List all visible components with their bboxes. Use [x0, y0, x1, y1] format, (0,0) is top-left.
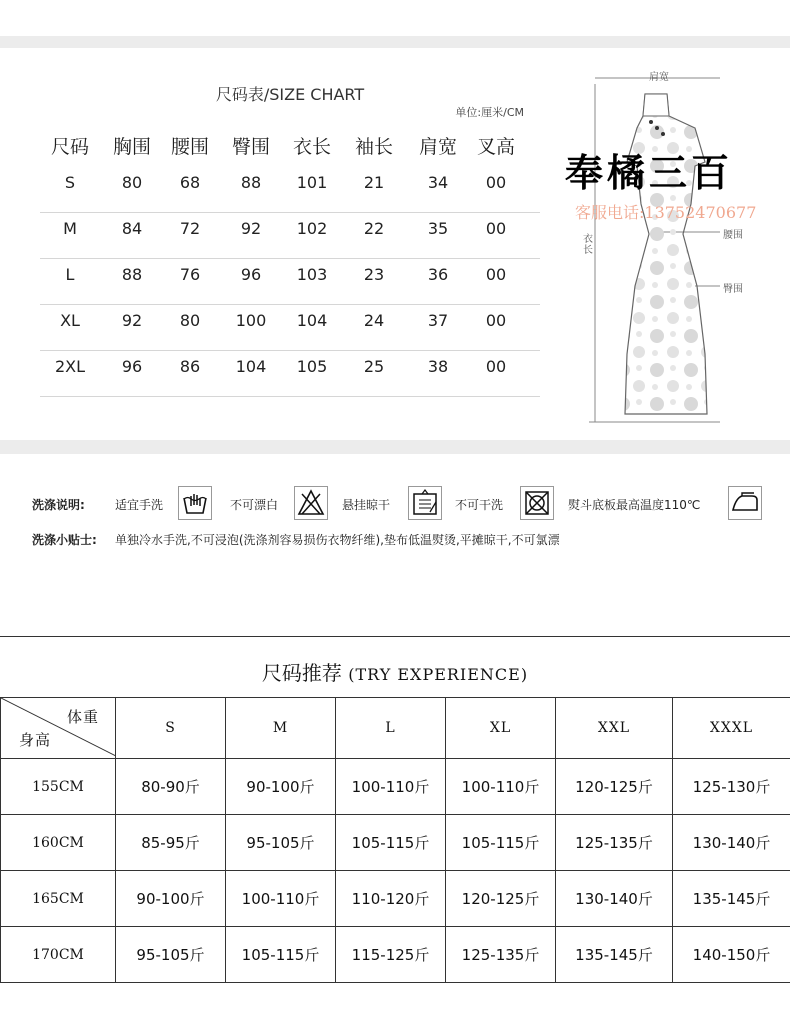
care-label-no-dry-clean: 不可干洗 [455, 496, 503, 513]
recommend-weight-cell: 100-110斤 [336, 759, 446, 815]
size-chart-cell: 2XL [40, 350, 100, 384]
recommend-weight-cell: 125-135斤 [446, 927, 556, 983]
size-chart-cell: XL [40, 304, 100, 338]
size-chart-cell: S [40, 166, 100, 200]
recommend-title-cn: 尺码推荐 [262, 661, 342, 685]
recommend-weight-cell: 135-145斤 [673, 871, 790, 927]
size-chart-row [40, 304, 540, 351]
care-tips-text: 单独冷水手洗,不可浸泡(洗涤剂容易损伤衣物纤维),垫布低温熨烫,平摊晾干,不可氯漂 [115, 531, 560, 548]
top-divider-band [0, 36, 790, 48]
size-chart-panel [40, 54, 540, 434]
size-col-l: L [336, 698, 446, 759]
size-chart-cell: 00 [466, 166, 526, 200]
recommend-weight-cell: 105-115斤 [226, 927, 336, 983]
size-chart-cell: 23 [344, 258, 404, 292]
recommend-row [1, 815, 790, 871]
label-shoulder: 肩宽 [649, 68, 669, 83]
dress-illustration-panel [545, 54, 790, 434]
recommend-weight-cell: 105-115斤 [446, 815, 556, 871]
recommend-height-cell: 165CM [1, 871, 116, 927]
size-chart-cell: 00 [466, 258, 526, 292]
recommend-weight-cell: 100-110斤 [446, 759, 556, 815]
size-chart-cell: 00 [466, 304, 526, 338]
size-chart-cell: 96 [221, 258, 281, 292]
size-chart-cell: 37 [408, 304, 468, 338]
care-label-iron: 熨斗底板最高温度110℃ [568, 496, 700, 513]
recommend-table [0, 697, 790, 983]
size-chart-cell: 100 [221, 304, 281, 338]
recommend-weight-cell: 90-100斤 [116, 871, 226, 927]
care-title: 洗涤说明: [32, 496, 85, 513]
corner-weight-label: 体重 [67, 706, 99, 727]
header-slit: 叉高 [466, 132, 526, 162]
size-chart-cell: 38 [408, 350, 468, 384]
header-waist: 腰围 [160, 132, 220, 162]
recommend-weight-cell: 80-90斤 [116, 759, 226, 815]
size-chart-cell: 104 [221, 350, 281, 384]
recommend-weight-cell: 125-130斤 [673, 759, 790, 815]
size-chart-cell: 92 [102, 304, 162, 338]
size-chart-cell: 92 [221, 212, 281, 246]
label-length: 衣长 [583, 234, 597, 256]
size-chart-cell: 86 [160, 350, 220, 384]
care-label-no-bleach: 不可漂白 [230, 496, 278, 513]
size-recommendation [0, 636, 790, 1025]
recommend-row [1, 871, 790, 927]
hang-dry-icon [408, 486, 442, 520]
recommend-weight-cell: 120-125斤 [556, 759, 673, 815]
recommend-weight-cell: 115-125斤 [336, 927, 446, 983]
size-chart-cell: 102 [282, 212, 342, 246]
recommend-weight-cell: 85-95斤 [116, 815, 226, 871]
recommend-row [1, 759, 790, 815]
size-chart-cell: 35 [408, 212, 468, 246]
size-chart-row [40, 258, 540, 305]
size-col-xl: XL [446, 698, 556, 759]
service-phone-watermark: 客服电话:13752470677 [575, 200, 756, 223]
size-chart-cell: 88 [102, 258, 162, 292]
recommend-height-cell: 170CM [1, 927, 116, 983]
care-instructions [0, 458, 790, 628]
size-col-m: M [226, 698, 336, 759]
size-chart-cell: 101 [282, 166, 342, 200]
recommend-title-en: (TRY EXPERIENCE) [348, 665, 528, 684]
recommend-weight-cell: 130-140斤 [673, 815, 790, 871]
size-chart-cell: 72 [160, 212, 220, 246]
recommend-weight-cell: 100-110斤 [226, 871, 336, 927]
size-chart-cell: 00 [466, 212, 526, 246]
size-chart-cell: 34 [408, 166, 468, 200]
size-chart-title: 尺码表/SIZE CHART [40, 82, 540, 105]
recommend-height-cell: 155CM [1, 759, 116, 815]
hand-wash-icon [178, 486, 212, 520]
label-hip: 臀围 [723, 280, 743, 295]
size-chart-cell: M [40, 212, 100, 246]
no-dry-clean-icon [520, 486, 554, 520]
qipao-diagram [545, 54, 790, 434]
size-col-s: S [116, 698, 226, 759]
size-chart-row [40, 212, 540, 259]
recommend-title [0, 657, 790, 686]
size-chart-cell: 25 [344, 350, 404, 384]
size-chart-row [40, 166, 540, 213]
recommend-weight-cell: 135-145斤 [556, 927, 673, 983]
header-bust: 胸围 [102, 132, 162, 162]
recommend-weight-cell: 105-115斤 [336, 815, 446, 871]
size-chart-cell: 76 [160, 258, 220, 292]
recommend-header-row [1, 698, 790, 759]
size-chart-cell: L [40, 258, 100, 292]
size-chart-header [40, 132, 540, 162]
header-size: 尺码 [40, 132, 100, 162]
recommend-weight-cell: 140-150斤 [673, 927, 790, 983]
size-chart-cell: 80 [102, 166, 162, 200]
size-chart-unit: 单位:厘米/CM [455, 104, 524, 120]
size-col-xxl: XXL [556, 698, 673, 759]
size-chart-cell: 103 [282, 258, 342, 292]
recommend-weight-cell: 95-105斤 [116, 927, 226, 983]
recommend-weight-cell: 125-135斤 [556, 815, 673, 871]
size-chart-row [40, 350, 540, 397]
size-chart-cell: 24 [344, 304, 404, 338]
size-col-xxxl: XXXL [673, 698, 790, 759]
recommend-weight-cell: 110-120斤 [336, 871, 446, 927]
recommend-weight-cell: 120-125斤 [446, 871, 556, 927]
size-chart-cell: 22 [344, 212, 404, 246]
header-sleeve: 袖长 [344, 132, 404, 162]
care-label-hand-wash: 适宜手洗 [115, 496, 163, 513]
size-chart-cell: 88 [221, 166, 281, 200]
brand-watermark: 奉橘三百 [565, 142, 733, 197]
corner-height-label: 身高 [19, 729, 51, 750]
corner-cell [1, 698, 116, 759]
size-chart-cell: 00 [466, 350, 526, 384]
recommend-weight-cell: 90-100斤 [226, 759, 336, 815]
header-shoulder: 肩宽 [408, 132, 468, 162]
recommend-height-cell: 160CM [1, 815, 116, 871]
recommend-weight-cell: 130-140斤 [556, 871, 673, 927]
iron-icon [728, 486, 762, 520]
care-tips-title: 洗涤小贴士: [32, 531, 97, 548]
recommend-weight-cell: 95-105斤 [226, 815, 336, 871]
size-chart-cell: 84 [102, 212, 162, 246]
recommend-row [1, 927, 790, 983]
size-chart-cell: 68 [160, 166, 220, 200]
middle-divider-band [0, 440, 790, 454]
header-hip: 臀围 [221, 132, 281, 162]
care-label-hang-dry: 悬挂晾干 [342, 496, 390, 513]
size-chart-cell: 105 [282, 350, 342, 384]
size-chart-cell: 104 [282, 304, 342, 338]
header-length: 衣长 [282, 132, 342, 162]
size-chart-cell: 96 [102, 350, 162, 384]
size-chart-cell: 36 [408, 258, 468, 292]
no-bleach-icon [294, 486, 328, 520]
size-chart-cell: 80 [160, 304, 220, 338]
size-chart-cell: 21 [344, 166, 404, 200]
label-waist: 腰围 [723, 226, 743, 241]
